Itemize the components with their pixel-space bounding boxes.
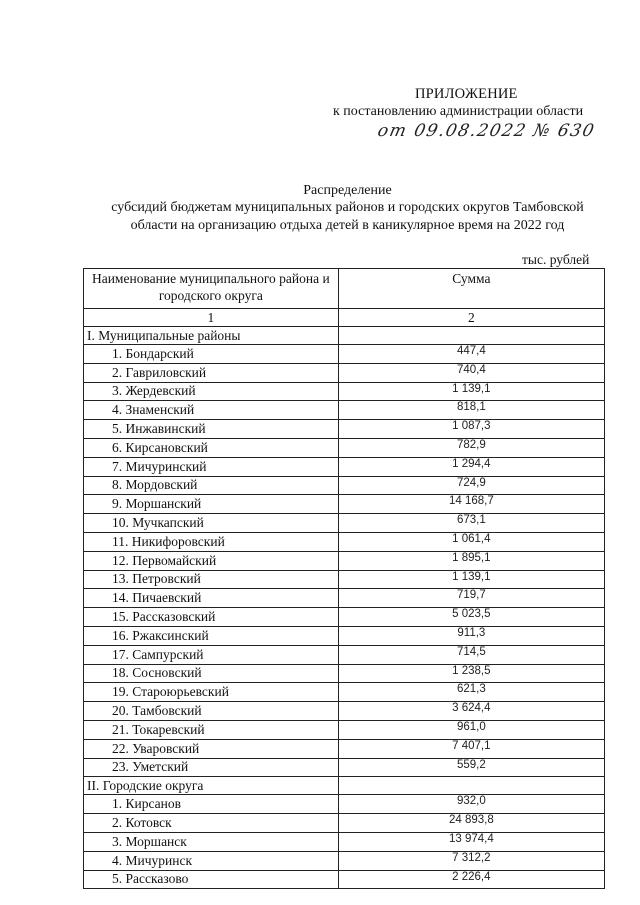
table-row [84, 739, 605, 758]
row-value: 1 087,3 [338, 420, 604, 439]
row-name: 23. Уметский [84, 758, 339, 777]
row-name: 17. Сампурский [84, 645, 339, 664]
row-name: 3. Моршанск [84, 832, 339, 851]
row-value: 719,7 [338, 589, 604, 608]
subsidy-table [83, 268, 605, 889]
row-name: 18. Сосновский [84, 664, 339, 683]
row-value: 5 023,5 [338, 608, 604, 627]
table-row [84, 457, 605, 476]
row-name: 21. Токаревский [84, 720, 339, 739]
table-row [84, 438, 605, 457]
table-row [84, 870, 605, 889]
row-name: 1. Кирсанов [84, 795, 339, 814]
row-name: 6. Кирсановский [84, 438, 339, 457]
row-value: 961,0 [338, 720, 604, 739]
row-name: 7. Мичуринский [84, 457, 339, 476]
document-subtitle-line2: области на организацию отдыха детей в каникулярное время на 2022 год [130, 218, 565, 233]
row-value: 13 974,4 [338, 832, 604, 851]
row-name: 19. Староюрьевский [84, 683, 339, 702]
row-value: 740,4 [338, 363, 604, 382]
row-value: 24 893,8 [338, 814, 604, 833]
table-row [84, 589, 605, 608]
table-row [84, 608, 605, 627]
table-row [84, 645, 605, 664]
row-value: 1 061,4 [338, 532, 604, 551]
section-row-districts [84, 327, 605, 345]
row-name: 3. Жердевский [84, 382, 339, 401]
section-title-districts: I. Муниципальные районы [84, 327, 339, 345]
row-value: 559,2 [338, 758, 604, 777]
row-value: 447,4 [338, 345, 604, 364]
row-value: 7 312,2 [338, 851, 604, 870]
row-value: 673,1 [338, 514, 604, 533]
appendix-title: ПРИЛОЖЕНИЕ [415, 86, 518, 102]
section-row-cities [84, 777, 605, 795]
row-value: 621,3 [338, 683, 604, 702]
row-name: 9. Моршанский [84, 495, 339, 514]
row-value: 14 168,7 [338, 495, 604, 514]
appendix-subtitle: к постановлению администрации области [333, 104, 584, 119]
row-name: 15. Рассказовский [84, 608, 339, 627]
table-row [84, 720, 605, 739]
column-number-row [84, 309, 605, 327]
table-row [84, 476, 605, 495]
units-label: тыс. рублей [522, 252, 590, 267]
row-name: 12. Первомайский [84, 551, 339, 570]
table-row [84, 664, 605, 683]
table-row [84, 683, 605, 702]
table-row [84, 814, 605, 833]
table-row [84, 363, 605, 382]
table-row [84, 626, 605, 645]
row-value: 1 294,4 [338, 457, 604, 476]
row-value: 714,5 [338, 645, 604, 664]
row-name: 14. Пичаевский [84, 589, 339, 608]
row-name: 5. Рассказово [84, 870, 339, 889]
row-name: 13. Петровский [84, 570, 339, 589]
row-name: 16. Ржаксинский [84, 626, 339, 645]
table-row [84, 832, 605, 851]
table-row [84, 532, 605, 551]
row-name: 20. Тамбовский [84, 702, 339, 721]
row-value: 818,1 [338, 401, 604, 420]
section-empty-cell [338, 327, 604, 345]
row-value: 911,3 [338, 626, 604, 645]
table-row [84, 758, 605, 777]
table-row [84, 495, 605, 514]
table-row [84, 551, 605, 570]
row-name: 5. Инжавинский [84, 420, 339, 439]
row-name: 1. Бондарский [84, 345, 339, 364]
section-title-cities: II. Городские округа [84, 777, 339, 795]
column-number-2: 2 [338, 309, 604, 327]
table-row [84, 851, 605, 870]
row-name: 4. Мичуринск [84, 851, 339, 870]
row-value: 2 226,4 [338, 870, 604, 889]
table-row [84, 345, 605, 364]
table-row [84, 795, 605, 814]
document-title: Распределение [303, 183, 392, 198]
row-value: 1 238,5 [338, 664, 604, 683]
column-header-name: Наименование муниципального района и городского округа [84, 269, 339, 309]
table-row [84, 401, 605, 420]
table-header-row [84, 269, 605, 309]
row-name: 2. Котовск [84, 814, 339, 833]
row-name: 2. Гавриловский [84, 363, 339, 382]
row-value: 7 407,1 [338, 739, 604, 758]
section-empty-cell [338, 777, 604, 795]
table-row [84, 514, 605, 533]
row-value: 1 895,1 [338, 551, 604, 570]
table-row [84, 570, 605, 589]
handwritten-date-number: от 09.08.2022 № 630 [375, 121, 598, 141]
column-header-sum: Сумма [338, 269, 604, 309]
row-name: 4. Знаменский [84, 401, 339, 420]
document-subtitle-line1: субсидий бюджетам муниципальных районов и городских округов Тамбовской [111, 200, 584, 215]
row-name: 11. Никифоровский [84, 532, 339, 551]
table-body [84, 309, 605, 889]
row-value: 782,9 [338, 438, 604, 457]
table-row [84, 382, 605, 401]
table-row [84, 702, 605, 721]
row-name: 22. Уваровский [84, 739, 339, 758]
row-name: 10. Мучкапский [84, 514, 339, 533]
table-row [84, 420, 605, 439]
row-name: 8. Мордовский [84, 476, 339, 495]
row-value: 1 139,1 [338, 382, 604, 401]
row-value: 724,9 [338, 476, 604, 495]
column-number-1: 1 [84, 309, 339, 327]
row-value: 932,0 [338, 795, 604, 814]
row-value: 1 139,1 [338, 570, 604, 589]
row-value: 3 624,4 [338, 702, 604, 721]
